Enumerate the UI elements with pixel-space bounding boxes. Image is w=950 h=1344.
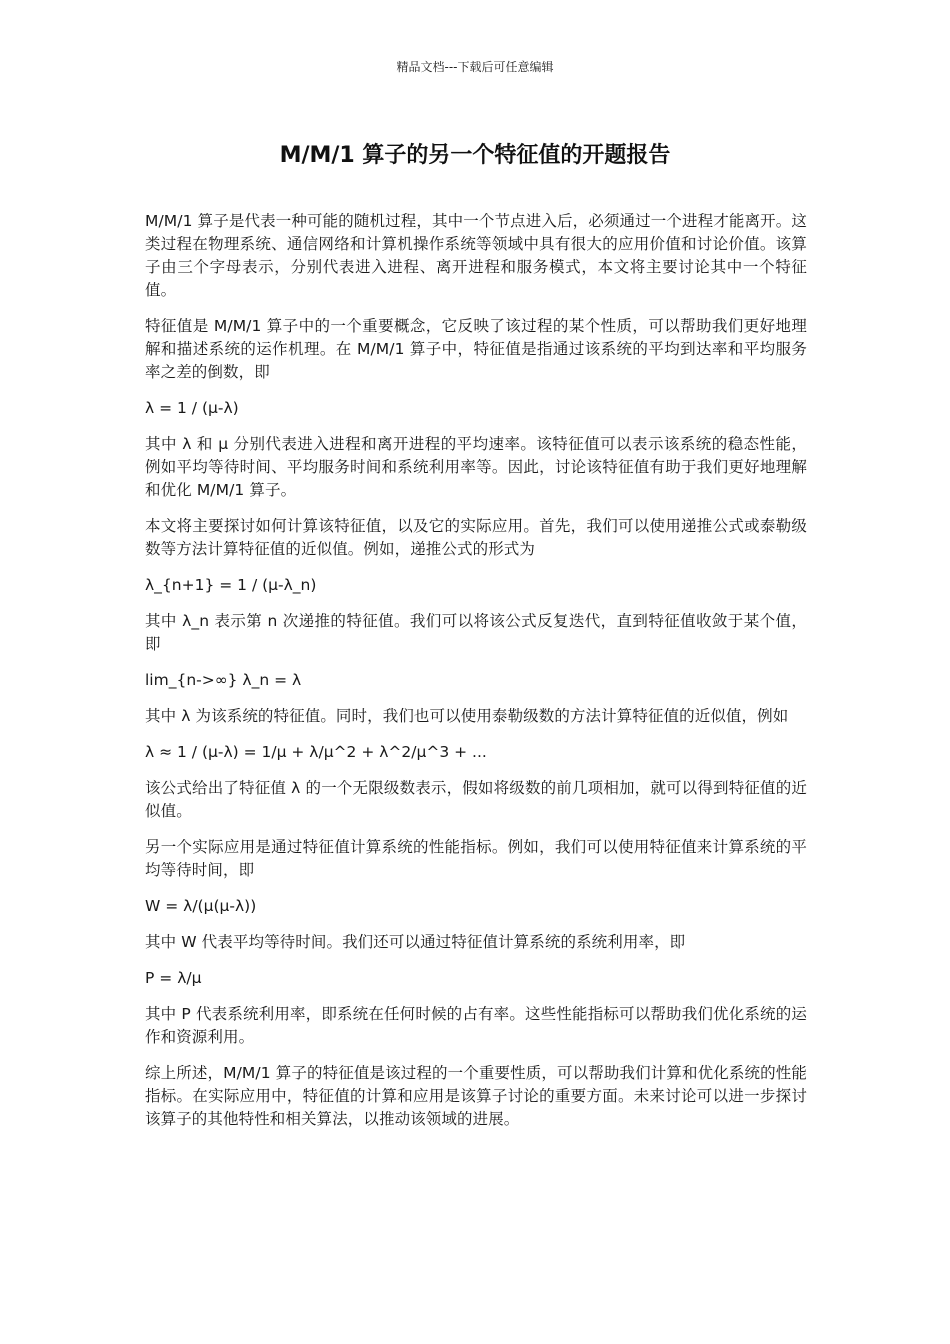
formula-waiting-time: W = λ/(μ(μ-λ))	[145, 897, 257, 915]
paragraph-series-approx: 该公式给出了特征值 λ 的一个无限级数表示，假如将级数的前几项相加，就可以得到特征值的近似值。	[145, 779, 807, 820]
page-header-note: 精品文档---下载后可任意编辑	[396, 60, 554, 74]
paragraph-iteration: 其中 λ_n 表示第 n 次递推的特征值。我们可以将该公式反复迭代，直到特征值收敛于某个值，即	[145, 612, 807, 653]
paragraph-conclusion: 综上所述，M/M/1 算子的特征值是该过程的一个重要性质，可以帮助我们计算和优化系统的性能指标。在实际应用中，特征值的计算和应用是该算子讨论的重要方面。未来讨论可以进一步探讨该算子的其他特性和相关算法，以推动该领域的进展。	[145, 1064, 807, 1128]
formula-eigenvalue: λ = 1 / (μ-λ)	[145, 399, 239, 417]
formula-limit: lim_{n->∞} λ_n = λ	[145, 671, 302, 689]
formula-recursion: λ_{n+1} = 1 / (μ-λ_n)	[145, 576, 317, 594]
paragraph-occupancy: 其中 P 代表系统利用率，即系统在任何时候的占有率。这些性能指标可以帮助我们优化系统的运作和资源利用。	[145, 1005, 807, 1046]
paragraph-intro: M/M/1 算子是代表一种可能的随机过程，其中一个节点进入后，必须通过一个进程才能离开。这类过程在物理系统、通信网络和计算机操作系统等领域中具有很大的应用价值和讨论价值。该算子由三个字母表示，分别代表进入进程、离开进程和服务模式，本文将主要讨论其中一个特征值。	[145, 212, 807, 299]
paragraph-performance: 另一个实际应用是通过特征值计算系统的性能指标。例如，我们可以使用特征值来计算系统的平均等待时间，即	[145, 838, 807, 879]
formula-utilization: P = λ/μ	[145, 969, 202, 987]
paragraph-eigenvalue-definition: 特征值是 M/M/1 算子中的一个重要概念，它反映了该过程的某个性质，可以帮助我们更好地理解和描述系统的运作机理。在 M/M/1 算子中，特征值是指通过该系统的平均到达率和平均服务率之差的倒数，即	[145, 317, 807, 381]
document-title: M/M/1 算子的另一个特征值的开题报告	[279, 143, 671, 168]
paragraph-taylor: 其中 λ 为该系统的特征值。同时，我们也可以使用泰勒级数的方法计算特征值的近似值，例如	[145, 707, 789, 725]
document-body	[145, 210, 807, 1144]
paragraph-rates-explanation: 其中 λ 和 μ 分别代表进入进程和离开进程的平均速率。该特征值可以表示该系统的稳态性能，例如平均等待时间、平均服务时间和系统利用率等。因此，讨论该特征值有助于我们更好地理解和优化 M/M/1 算子。	[145, 435, 807, 499]
paragraph-utilization: 其中 W 代表平均等待时间。我们还可以通过特征值计算系统的系统利用率，即	[145, 933, 686, 951]
formula-taylor-series: λ ≈ 1 / (μ-λ) = 1/μ + λ/μ^2 + λ^2/μ^3 + ...	[145, 743, 487, 761]
paragraph-computation-methods: 本文将主要探讨如何计算该特征值，以及它的实际应用。首先，我们可以使用递推公式或泰勒级数等方法计算特征值的近似值。例如，递推公式的形式为	[145, 517, 807, 558]
